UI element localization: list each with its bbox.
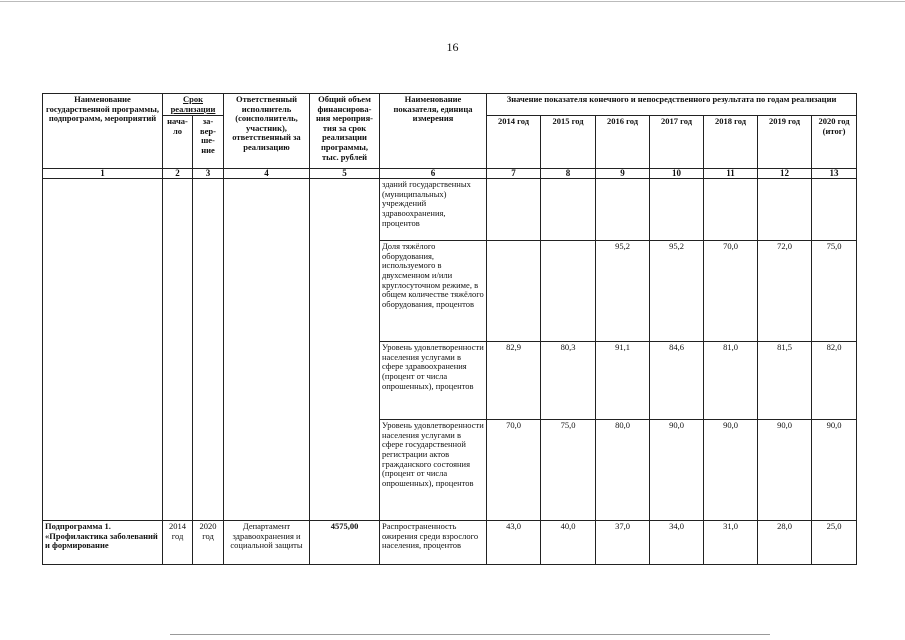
end-cell-empty — [193, 179, 224, 521]
value-cell: 81,0 — [704, 342, 758, 420]
value-cell — [596, 179, 650, 241]
value-cell: 90,0 — [812, 420, 857, 521]
value-cell: 90,0 — [704, 420, 758, 521]
value-cell: 72,0 — [758, 241, 812, 342]
column-number: 5 — [310, 169, 380, 179]
header-year: 2015 год — [541, 116, 596, 169]
subprogram-name: Подпрограмма 1. «Профилактика заболеваний и формирование — [43, 521, 163, 565]
indicator-name: Уровень удовлетворенности населения услугами в сфере здравоохранения (процент от числа опрошенных), процентов — [380, 342, 487, 420]
column-number: 2 — [163, 169, 193, 179]
indicator-name: Уровень удовлетворенности населения услугами в сфере государственной регистрации актов гражданского состояния (процент от числа опрошенных), процентов — [380, 420, 487, 521]
column-number: 8 — [541, 169, 596, 179]
value-cell: 81,5 — [758, 342, 812, 420]
header-program: Наименование государственной программы, подпрограмм, мероприятий — [43, 94, 163, 169]
header-executor: Ответственный исполнитель (соисполнитель, участник), ответственный за реализацию — [224, 94, 310, 169]
value-cell: 91,1 — [596, 342, 650, 420]
indicator-name: Доля тяжёлого оборудования, используемого в двухсменном и/или круглосуточном режиме, в общем количестве тяжёлого оборудования, процентов — [380, 241, 487, 342]
value-cell: 80,0 — [596, 420, 650, 521]
column-number: 10 — [650, 169, 704, 179]
value-cell: 82,0 — [812, 342, 857, 420]
funding-cell-empty — [310, 179, 380, 521]
program-cell-empty — [43, 179, 163, 521]
column-number: 3 — [193, 169, 224, 179]
column-number-row — [43, 169, 857, 179]
scan-top-edge — [0, 1, 905, 2]
value-cell — [758, 179, 812, 241]
header-year: 2017 год — [650, 116, 704, 169]
value-cell: 75,0 — [812, 241, 857, 342]
indicators-table — [42, 93, 857, 565]
header-year: 2016 год — [596, 116, 650, 169]
subprogram-row — [43, 521, 857, 565]
header-period-end: за-вер-ше-ние — [193, 116, 224, 169]
header-year: 2020 год (итог) — [812, 116, 857, 169]
subprogram-executor: Департамент здравоохранения и социальной защиты — [224, 521, 310, 565]
value-cell: 40,0 — [541, 521, 596, 565]
executor-cell-empty — [224, 179, 310, 521]
scan-bottom-edge — [170, 634, 770, 635]
value-cell: 43,0 — [487, 521, 541, 565]
value-cell — [487, 241, 541, 342]
subprogram-end: 2020 год — [193, 521, 224, 565]
header-period: Срок реализации — [163, 94, 224, 116]
value-cell: 82,9 — [487, 342, 541, 420]
column-number: 1 — [43, 169, 163, 179]
value-cell: 31,0 — [704, 521, 758, 565]
table-row — [43, 179, 857, 241]
header-row-1 — [43, 94, 857, 116]
value-cell — [541, 241, 596, 342]
value-cell: 75,0 — [541, 420, 596, 521]
value-cell — [812, 179, 857, 241]
value-cell — [650, 179, 704, 241]
header-period-start: нача-ло — [163, 116, 193, 169]
header-values-title: Значение показателя конечного и непосредственного результата по годам реализации — [487, 94, 857, 116]
column-number: 4 — [224, 169, 310, 179]
start-cell-empty — [163, 179, 193, 521]
column-number: 12 — [758, 169, 812, 179]
indicator-name: зданий государственных (муниципальных) учреждений здравоохранения, процентов — [380, 179, 487, 241]
value-cell: 95,2 — [596, 241, 650, 342]
value-cell: 90,0 — [758, 420, 812, 521]
value-cell — [541, 179, 596, 241]
value-cell: 34,0 — [650, 521, 704, 565]
column-number: 6 — [380, 169, 487, 179]
value-cell: 70,0 — [704, 241, 758, 342]
header-indicator: Наименование показателя, единица измерения — [380, 94, 487, 169]
header-year: 2014 год — [487, 116, 541, 169]
value-cell: 80,3 — [541, 342, 596, 420]
value-cell: 70,0 — [487, 420, 541, 521]
column-number: 7 — [487, 169, 541, 179]
header-year: 2018 год — [704, 116, 758, 169]
subprogram-funding: 4575,00 — [310, 521, 380, 565]
value-cell: 84,6 — [650, 342, 704, 420]
column-number: 11 — [704, 169, 758, 179]
page-number: 16 — [446, 40, 459, 54]
column-number: 13 — [812, 169, 857, 179]
value-cell: 28,0 — [758, 521, 812, 565]
indicator-name: Распространенность ожирения среди взрослого населения, процентов — [380, 521, 487, 565]
column-number: 9 — [596, 169, 650, 179]
subprogram-start: 2014 год — [163, 521, 193, 565]
value-cell: 37,0 — [596, 521, 650, 565]
header-year: 2019 год — [758, 116, 812, 169]
header-funding: Общий объем финансирова-ния мероприя-тия за срок реализации программы, тыс. рублей — [310, 94, 380, 169]
value-cell: 95,2 — [650, 241, 704, 342]
value-cell — [487, 179, 541, 241]
value-cell — [704, 179, 758, 241]
value-cell: 90,0 — [650, 420, 704, 521]
value-cell: 25,0 — [812, 521, 857, 565]
